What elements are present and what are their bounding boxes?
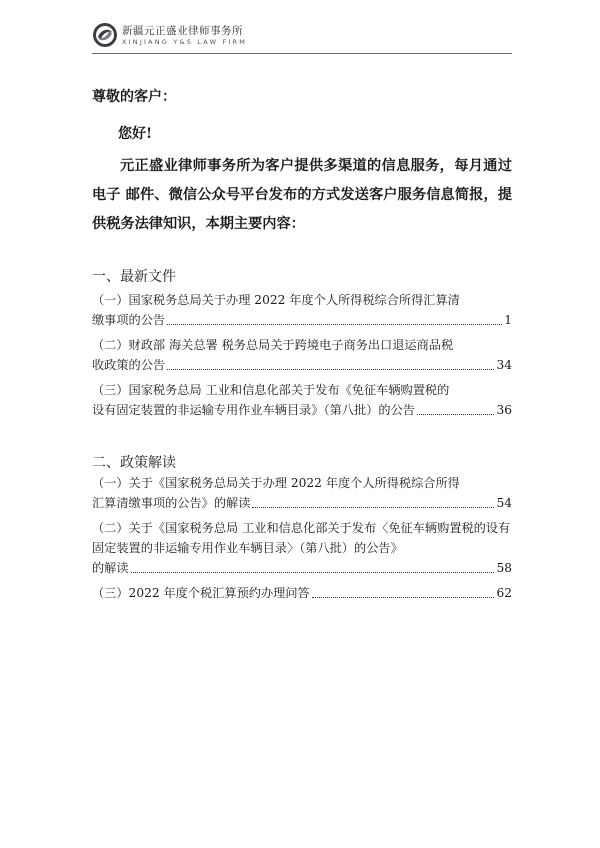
header-divider	[92, 53, 512, 54]
toc-entry[interactable]	[92, 380, 512, 420]
toc-page-number: 62	[496, 586, 512, 600]
toc-entry-tail: 收政策的公告	[92, 358, 166, 372]
toc-entry-text: （三）国家税务总局 工业和信息化部关于发布《免征车辆购置税的	[92, 383, 450, 397]
toc-entry[interactable]	[92, 518, 512, 578]
toc-entry[interactable]	[92, 473, 512, 513]
toc-entry-tail: 的解读	[92, 561, 129, 575]
toc-entry-tail: 汇算清缴事项的公告》的解读	[92, 496, 251, 510]
toc-leader-dots	[131, 571, 495, 573]
toc-page-number: 34	[496, 358, 512, 372]
toc-entry-text: （一）国家税务总局关于办理 2022 年度个人所得税综合所得汇算清	[92, 293, 460, 307]
toc-page-number: 58	[496, 561, 512, 575]
toc-section-policy-interpretation	[92, 473, 512, 608]
toc-entry-text: （二）关于《国家税务总局 工业和信息化部关于发布〈免征车辆购置税的设有固定装置的非运输专用作业车辆目录〉（第八批）的公告》	[92, 521, 511, 555]
toc-entry-tail: 设有固定装置的非运输专用作业车辆目录》（第八批）的公告	[92, 403, 415, 417]
toc-leader-dots	[252, 506, 494, 508]
toc-entry-text: （一）关于《国家税务总局关于办理 2022 年度个人所得税综合所得	[92, 476, 460, 490]
toc-leader-dots	[167, 368, 494, 370]
toc-entry[interactable]	[92, 583, 512, 603]
salutation: 尊敬的客户：	[92, 89, 176, 105]
toc-page-number: 36	[496, 403, 512, 417]
section-title: 二、政策解读	[92, 455, 176, 471]
toc-entry-tail: 缴事项的公告	[92, 313, 166, 327]
section-title: 一、最新文件	[92, 269, 176, 285]
toc-entry[interactable]	[92, 290, 512, 330]
toc-entry[interactable]	[92, 335, 512, 375]
intro-text: 元正盛业律师事务所为客户提供多渠道的信息服务，每月通过电子 邮件、微信公众号平台发布的方式发送客户服务信息简报，提供税务法律知识，本期主要内容：	[92, 158, 512, 232]
intro-paragraph	[92, 152, 512, 239]
toc-leader-dots	[167, 323, 502, 325]
toc-leader-dots	[312, 596, 495, 598]
toc-page-number: 1	[504, 313, 512, 327]
firm-logo-icon	[92, 22, 118, 48]
toc-page-number: 54	[496, 496, 512, 510]
toc-leader-dots	[417, 413, 495, 415]
toc-section-latest-files	[92, 290, 512, 425]
greeting: 您好!	[118, 126, 153, 142]
firm-name-cn: 新疆元正盛业律师事务所	[122, 25, 243, 37]
toc-entry-text: （二）财政部 海关总署 税务总局关于跨境电子商务出口退运商品税	[92, 338, 454, 352]
toc-entry-tail: （三）2022 年度个税汇算预约办理问答	[92, 586, 310, 600]
firm-name-en: XINJIANG Y&S LAW FIRM	[122, 38, 248, 46]
letterhead	[92, 22, 512, 52]
